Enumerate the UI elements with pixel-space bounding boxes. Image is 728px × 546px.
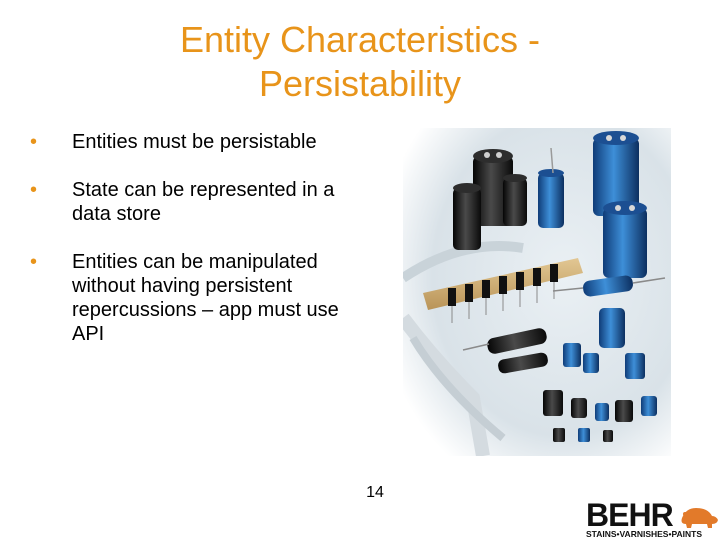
page-number: 14 (366, 484, 384, 501)
capacitors-illustration (403, 128, 671, 456)
capacitors-photo (403, 128, 671, 456)
slide-title (120, 18, 600, 106)
svg-text:BEHR: BEHR (586, 497, 673, 533)
bullet-text: Entities can be manipulated without having persistent repercussions – app must use API (72, 251, 339, 345)
bullet-dot-icon: • (30, 131, 38, 153)
title-line-2: Persistability (258, 63, 462, 104)
title-line-1: Entity Characteristics - (179, 19, 541, 60)
bullet-item (30, 178, 375, 226)
bullet-list (30, 130, 375, 370)
svg-text:STAINS•VARNISHES•PAINTS: STAINS•VARNISHES•PAINTS (586, 529, 702, 539)
bullet-item (30, 250, 375, 346)
behr-logo-graphic (584, 494, 722, 540)
behr-logo (584, 494, 722, 540)
bullet-item (30, 130, 375, 154)
bullet-dot-icon: • (30, 179, 38, 201)
bullet-text: State can be represented in a data store (72, 179, 335, 225)
bullet-text: Entities must be persistable (72, 131, 317, 153)
bullet-dot-icon: • (30, 251, 38, 273)
